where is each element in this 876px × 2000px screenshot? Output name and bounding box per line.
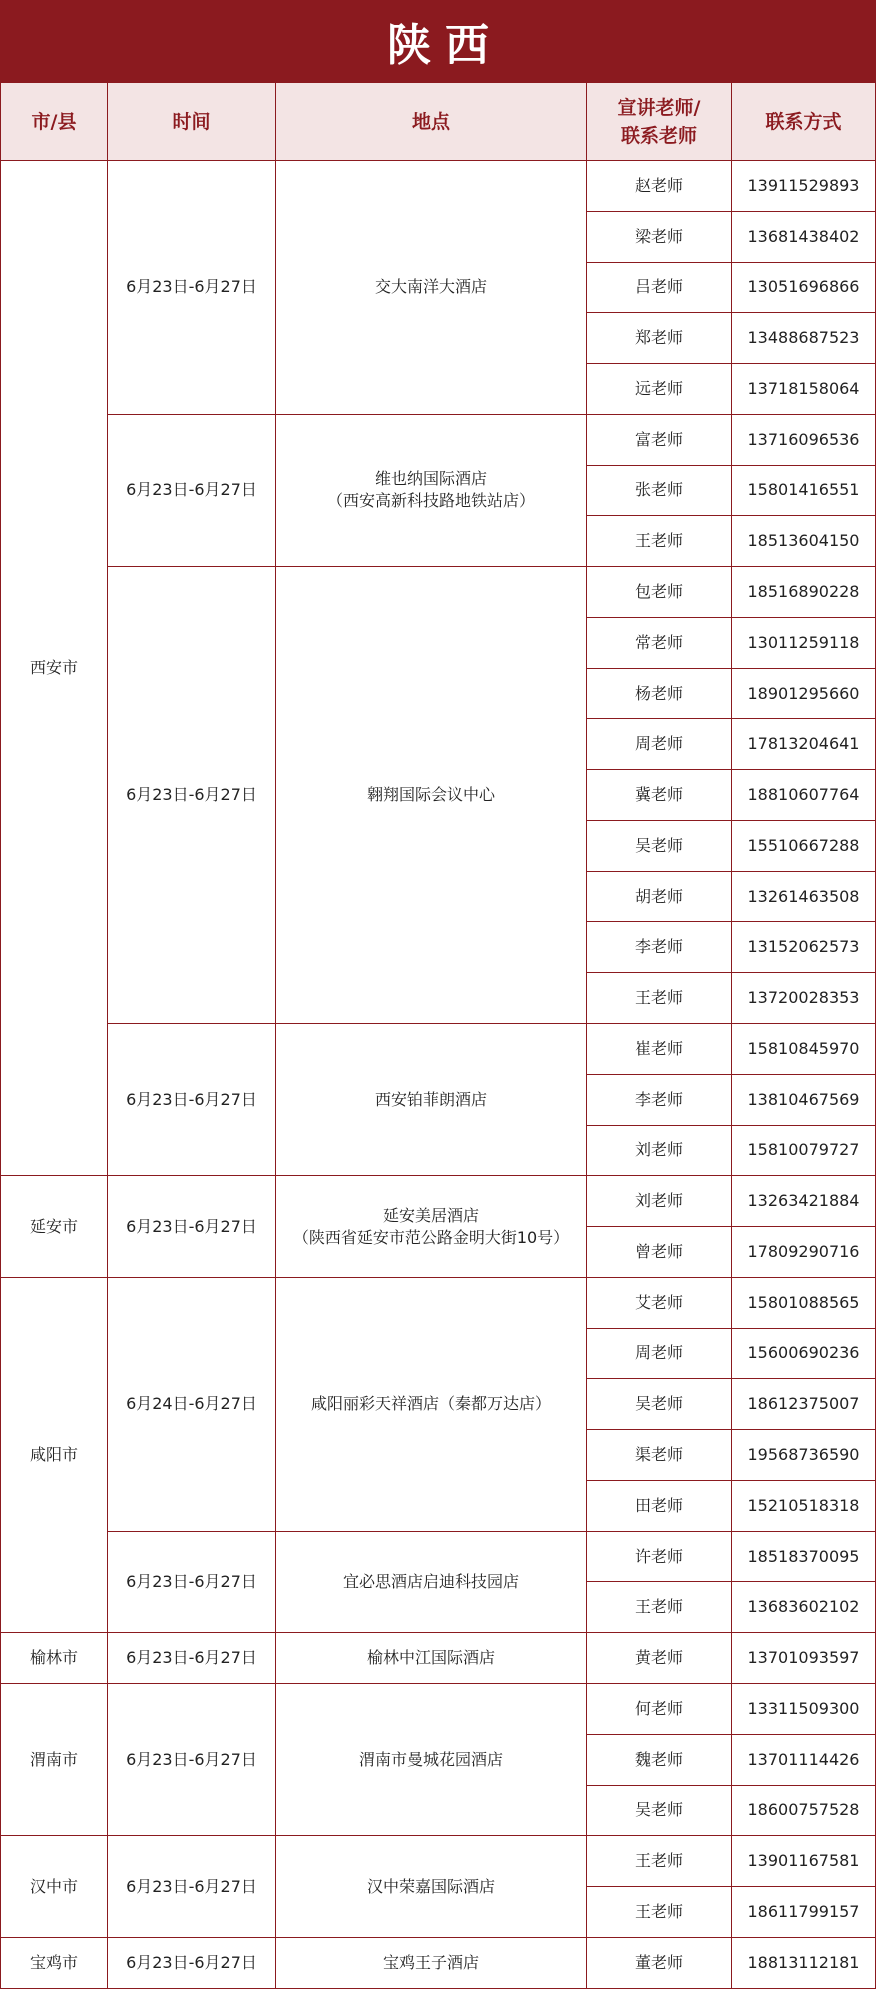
date-cell: 6月23日-6月27日 <box>108 161 276 415</box>
venue-cell <box>276 1024 587 1176</box>
city-cell: 西安市 <box>1 161 108 1176</box>
teacher-cell: 吴老师 <box>587 820 732 871</box>
teacher-cell: 刘老师 <box>587 1176 732 1227</box>
venue-name: 榆林中江国际酒店 <box>366 1648 495 1668</box>
date-cell: 6月23日-6月27日 <box>108 1937 276 1988</box>
teacher-cell: 赵老师 <box>587 161 732 212</box>
venue-name: 宜必思酒店启迪科技园店 <box>342 1571 519 1591</box>
phone-cell: 18810607764 <box>732 770 876 821</box>
table-row <box>1 1937 876 1988</box>
teacher-cell: 崔老师 <box>587 1024 732 1075</box>
date-cell: 6月23日-6月27日 <box>108 414 276 566</box>
teacher-cell: 富老师 <box>587 414 732 465</box>
phone-cell: 18513604150 <box>732 516 876 567</box>
header-teacher <box>587 83 732 161</box>
phone-cell: 15510667288 <box>732 820 876 871</box>
header-row <box>1 83 876 161</box>
venue-cell <box>276 1836 587 1938</box>
phone-cell: 18901295660 <box>732 668 876 719</box>
table-row <box>1 414 876 465</box>
date-cell: 6月23日-6月27日 <box>108 567 276 1024</box>
table-row <box>1 1024 876 1075</box>
teacher-cell: 张老师 <box>587 465 732 516</box>
teacher-cell: 吴老师 <box>587 1379 732 1430</box>
date-cell: 6月23日-6月27日 <box>108 1176 276 1278</box>
table-row <box>1 1683 876 1734</box>
teacher-cell: 王老师 <box>587 973 732 1024</box>
teacher-cell: 周老师 <box>587 1328 732 1379</box>
venue-cell <box>276 1531 587 1633</box>
teacher-cell: 董老师 <box>587 1937 732 1988</box>
phone-cell: 15810079727 <box>732 1125 876 1176</box>
phone-cell: 13681438402 <box>732 211 876 262</box>
phone-cell: 13911529893 <box>732 161 876 212</box>
date-cell: 6月23日-6月27日 <box>108 1531 276 1633</box>
table-row <box>1 1176 876 1227</box>
venue-cell <box>276 414 587 566</box>
date-cell: 6月23日-6月27日 <box>108 1836 276 1938</box>
header-city: 市/县 <box>1 83 108 161</box>
header-date: 时间 <box>108 83 276 161</box>
phone-cell: 15210518318 <box>732 1480 876 1531</box>
city-cell: 延安市 <box>1 1176 108 1278</box>
table-row <box>1 1836 876 1887</box>
header-teacher-line2: 联系老师 <box>620 124 697 147</box>
venue-cell <box>276 1277 587 1531</box>
city-cell: 咸阳市 <box>1 1277 108 1632</box>
title-banner <box>0 0 876 83</box>
phone-cell: 17813204641 <box>732 719 876 770</box>
city-cell: 渭南市 <box>1 1683 108 1835</box>
city-cell: 榆林市 <box>1 1633 108 1684</box>
teacher-cell: 田老师 <box>587 1480 732 1531</box>
phone-cell: 13011259118 <box>732 617 876 668</box>
phone-cell: 13261463508 <box>732 871 876 922</box>
header-phone: 联系方式 <box>732 83 876 161</box>
phone-cell: 15810845970 <box>732 1024 876 1075</box>
header-venue: 地点 <box>276 83 587 161</box>
venue-name: 翱翔国际会议中心 <box>366 785 495 805</box>
page-title: 陕西 <box>387 20 503 71</box>
phone-cell: 13152062573 <box>732 922 876 973</box>
teacher-cell: 远老师 <box>587 364 732 415</box>
teacher-cell: 吕老师 <box>587 262 732 313</box>
phone-cell: 13488687523 <box>732 313 876 364</box>
phone-cell: 18600757528 <box>732 1785 876 1836</box>
teacher-cell: 刘老师 <box>587 1125 732 1176</box>
phone-cell: 13718158064 <box>732 364 876 415</box>
phone-cell: 15801088565 <box>732 1277 876 1328</box>
teacher-cell: 渠老师 <box>587 1430 732 1481</box>
teacher-cell: 郑老师 <box>587 313 732 364</box>
teacher-cell: 杨老师 <box>587 668 732 719</box>
venue-name: 渭南市曼城花园酒店 <box>358 1749 503 1769</box>
venue-cell <box>276 1937 587 1988</box>
venue-note: （西安高新科技路地铁站店） <box>326 491 535 511</box>
venue-name: 西安铂菲朗酒店 <box>374 1089 487 1109</box>
venue-note: （陕西省延安市范公路金明大街10号） <box>292 1227 570 1247</box>
teacher-cell: 艾老师 <box>587 1277 732 1328</box>
teacher-cell: 王老师 <box>587 1582 732 1633</box>
venue-cell <box>276 1633 587 1684</box>
teacher-cell: 王老师 <box>587 516 732 567</box>
table-row <box>1 1633 876 1684</box>
venue-name: 延安美居酒店 <box>382 1205 479 1225</box>
phone-cell: 13810467569 <box>732 1074 876 1125</box>
teacher-cell: 王老师 <box>587 1836 732 1887</box>
phone-cell: 19568736590 <box>732 1430 876 1481</box>
phone-cell: 13051696866 <box>732 262 876 313</box>
teacher-cell: 梁老师 <box>587 211 732 262</box>
venue-name: 交大南洋大酒店 <box>374 277 487 297</box>
phone-cell: 17809290716 <box>732 1227 876 1278</box>
teacher-cell: 周老师 <box>587 719 732 770</box>
teacher-cell: 吴老师 <box>587 1785 732 1836</box>
phone-cell: 18612375007 <box>732 1379 876 1430</box>
venue-cell <box>276 1176 587 1278</box>
header-teacher-line1: 宣讲老师/ <box>617 96 701 119</box>
teacher-cell: 许老师 <box>587 1531 732 1582</box>
teacher-cell: 李老师 <box>587 922 732 973</box>
phone-cell: 13701093597 <box>732 1633 876 1684</box>
phone-cell: 15600690236 <box>732 1328 876 1379</box>
teacher-cell: 王老师 <box>587 1887 732 1938</box>
teacher-cell: 常老师 <box>587 617 732 668</box>
date-cell: 6月23日-6月27日 <box>108 1024 276 1176</box>
phone-cell: 13263421884 <box>732 1176 876 1227</box>
venue-name: 维也纳国际酒店 <box>374 469 487 489</box>
table-row <box>1 1277 876 1328</box>
phone-cell: 13683602102 <box>732 1582 876 1633</box>
table-row <box>1 567 876 618</box>
date-cell: 6月23日-6月27日 <box>108 1683 276 1835</box>
phone-cell: 13311509300 <box>732 1683 876 1734</box>
venue-cell <box>276 161 587 415</box>
phone-cell: 13901167581 <box>732 1836 876 1887</box>
phone-cell: 15801416551 <box>732 465 876 516</box>
venue-cell <box>276 1683 587 1835</box>
venue-name: 咸阳丽彩天祥酒店（秦都万达店） <box>310 1394 551 1414</box>
phone-cell: 18611799157 <box>732 1887 876 1938</box>
teacher-cell: 冀老师 <box>587 770 732 821</box>
date-cell: 6月23日-6月27日 <box>108 1633 276 1684</box>
phone-cell: 18516890228 <box>732 567 876 618</box>
phone-cell: 13720028353 <box>732 973 876 1024</box>
teacher-cell: 曾老师 <box>587 1227 732 1278</box>
teacher-cell: 黄老师 <box>587 1633 732 1684</box>
schedule-body <box>1 161 876 1989</box>
table-row <box>1 1531 876 1582</box>
table-row <box>1 161 876 212</box>
teacher-cell: 魏老师 <box>587 1734 732 1785</box>
city-cell: 宝鸡市 <box>1 1937 108 1988</box>
teacher-cell: 胡老师 <box>587 871 732 922</box>
phone-cell: 18813112181 <box>732 1937 876 1988</box>
venue-cell <box>276 567 587 1024</box>
schedule-table <box>0 82 876 1989</box>
phone-cell: 18518370095 <box>732 1531 876 1582</box>
date-cell: 6月24日-6月27日 <box>108 1277 276 1531</box>
teacher-cell: 李老师 <box>587 1074 732 1125</box>
phone-cell: 13716096536 <box>732 414 876 465</box>
teacher-cell: 包老师 <box>587 567 732 618</box>
city-cell: 汉中市 <box>1 1836 108 1938</box>
teacher-cell: 何老师 <box>587 1683 732 1734</box>
venue-name: 宝鸡王子酒店 <box>382 1952 479 1972</box>
phone-cell: 13701114426 <box>732 1734 876 1785</box>
venue-name: 汉中荣嘉国际酒店 <box>366 1876 495 1896</box>
